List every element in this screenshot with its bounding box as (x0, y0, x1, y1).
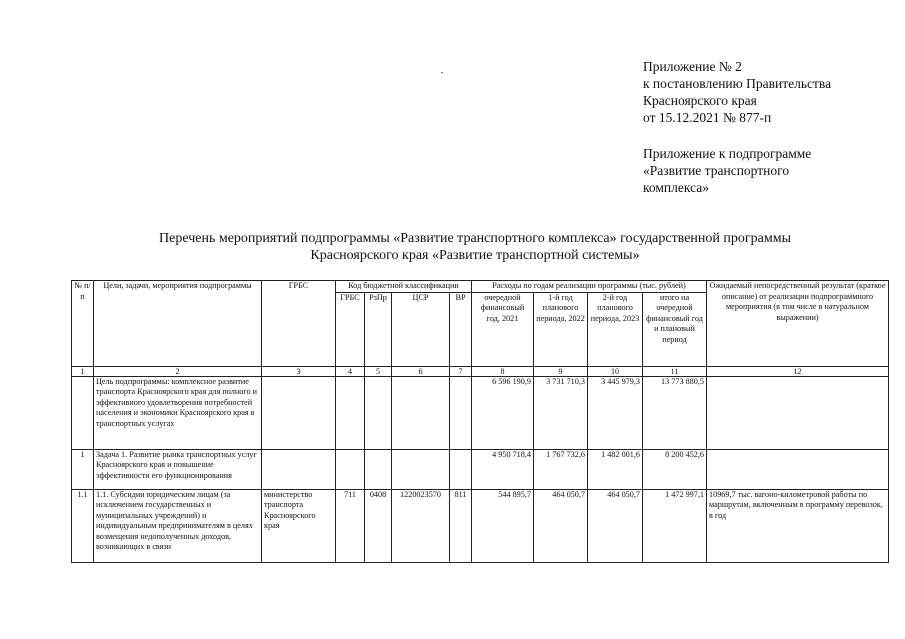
annex-line: Приложение к подпрограмме (643, 146, 812, 161)
table-header-row (72, 281, 889, 293)
column-number: 1 (72, 366, 94, 376)
row-2023: 1 482 001,6 (588, 449, 643, 489)
header-2021: очередной финансовый год, 2021 (472, 292, 534, 366)
row-text-value: Задача 1. Развитие рынка транспортных услуг Красноярского края и повышение эффективности его функционирования (96, 449, 257, 480)
row-total: 1 472 997,1 (643, 489, 707, 562)
annex-line: Красноярского края (643, 93, 757, 108)
row-text (94, 376, 262, 449)
row-text-value: Цель подпрограммы: комплексное развитие транспорта Красноярского края для полного и эффективного удовлетворения потребностей населения и экономики Красноярского края в транспортных услугах (96, 376, 258, 428)
header-2022: 1-й год планового периода, 2022 (534, 292, 588, 366)
row-vr (450, 376, 472, 449)
row-result: 10969,7 тыс. вагоно-километровой работы по маршрутам, включенным в программу перевозок, в год (707, 489, 889, 562)
column-number: 8 (472, 366, 534, 376)
column-number: 11 (643, 366, 707, 376)
row-rzpr: 0408 (365, 489, 392, 562)
row-2021: 6 596 190,9 (472, 376, 534, 449)
row-csr (392, 449, 450, 489)
column-number: 6 (392, 366, 450, 376)
row-2022: 3 731 710,3 (534, 376, 588, 449)
annex-line: «Развитие транспортного (643, 163, 790, 178)
row-text (94, 489, 262, 562)
annex-block (643, 58, 888, 196)
row-total: 13 773 880,5 (643, 376, 707, 449)
row-grbs-code (336, 449, 365, 489)
row-csr (392, 376, 450, 449)
column-number-row (72, 366, 889, 376)
document-title (60, 230, 890, 264)
column-number: 10 (588, 366, 643, 376)
column-number: 9 (534, 366, 588, 376)
column-number: 2 (94, 366, 262, 376)
header-goals: Цели, задачи, мероприятия подпрограммы (94, 281, 262, 367)
row-result (707, 449, 889, 489)
row-num: 1 (72, 449, 94, 489)
row-num (72, 376, 94, 449)
column-number: 5 (365, 366, 392, 376)
annex-line: от 15.12.2021 № 877-п (643, 110, 772, 125)
row-rzpr (365, 449, 392, 489)
header-vr: ВР (450, 292, 472, 366)
row-result (707, 376, 889, 449)
row-grbs-code (336, 376, 365, 449)
annex-line: к постановлению Правительства (643, 76, 832, 91)
header-expected: Ожидаемый непосредственный результат (краткое описание) от реализации подпрограммного мероприятия (в том числе в натуральном выражении) (707, 281, 889, 367)
row-vr: 811 (450, 489, 472, 562)
column-number: 12 (707, 366, 889, 376)
row-grbs (262, 449, 336, 489)
row-grbs-code: 711 (336, 489, 365, 562)
row-2021: 4 950 718,4 (472, 449, 534, 489)
annex-line: комплекса» (643, 180, 709, 195)
row-2022: 464 050,7 (534, 489, 588, 562)
column-number: 3 (262, 366, 336, 376)
table-row (72, 376, 889, 449)
scan-speck (441, 72, 443, 73)
header-expenses: Расходы по годам реализации программы (тыс. рублей) (472, 281, 707, 293)
row-total: 8 200 452,6 (643, 449, 707, 489)
title-line: Красноярского края «Развитие транспортной системы» (310, 248, 640, 263)
row-grbs (262, 376, 336, 449)
header-budget-code: Код бюджетной классификации (336, 281, 472, 293)
row-rzpr (365, 376, 392, 449)
row-2023: 3 445 979,3 (588, 376, 643, 449)
annex-line: Приложение № 2 (643, 59, 742, 74)
column-number: 7 (450, 366, 472, 376)
row-2021: 544 895,7 (472, 489, 534, 562)
row-num: 1.1 (72, 489, 94, 562)
header-num: № п/п (72, 281, 94, 367)
row-text (94, 449, 262, 489)
header-total: итого на очередной финансовый год и плановый период (643, 292, 707, 366)
title-line: Перечень мероприятий подпрограммы «Развитие транспортного комплекса» государственной программы (159, 231, 791, 246)
header-rzpr: РзПр (365, 292, 392, 366)
header-grbs-code: ГРБС (336, 292, 365, 366)
row-vr (450, 449, 472, 489)
row-grbs: министерство транспорта Красноярского края (262, 489, 336, 562)
row-text-value: 1.1. Субсидии юридическим лицам (за исключением государственных и муниципальных учреждений) и индивидуальным предпринимателям в целях возмещения недополученных доходов, возникающих в связи (96, 489, 253, 551)
header-2023: 2-й год планового периода, 2023 (588, 292, 643, 366)
measures-table (71, 280, 889, 563)
row-2023: 464 050,7 (588, 489, 643, 562)
header-csr: ЦСР (392, 292, 450, 366)
column-number: 4 (336, 366, 365, 376)
table-row (72, 449, 889, 489)
row-csr: 1220023570 (392, 489, 450, 562)
header-grbs: ГРБС (262, 281, 336, 367)
table-row (72, 489, 889, 562)
row-2022: 1 767 732,6 (534, 449, 588, 489)
